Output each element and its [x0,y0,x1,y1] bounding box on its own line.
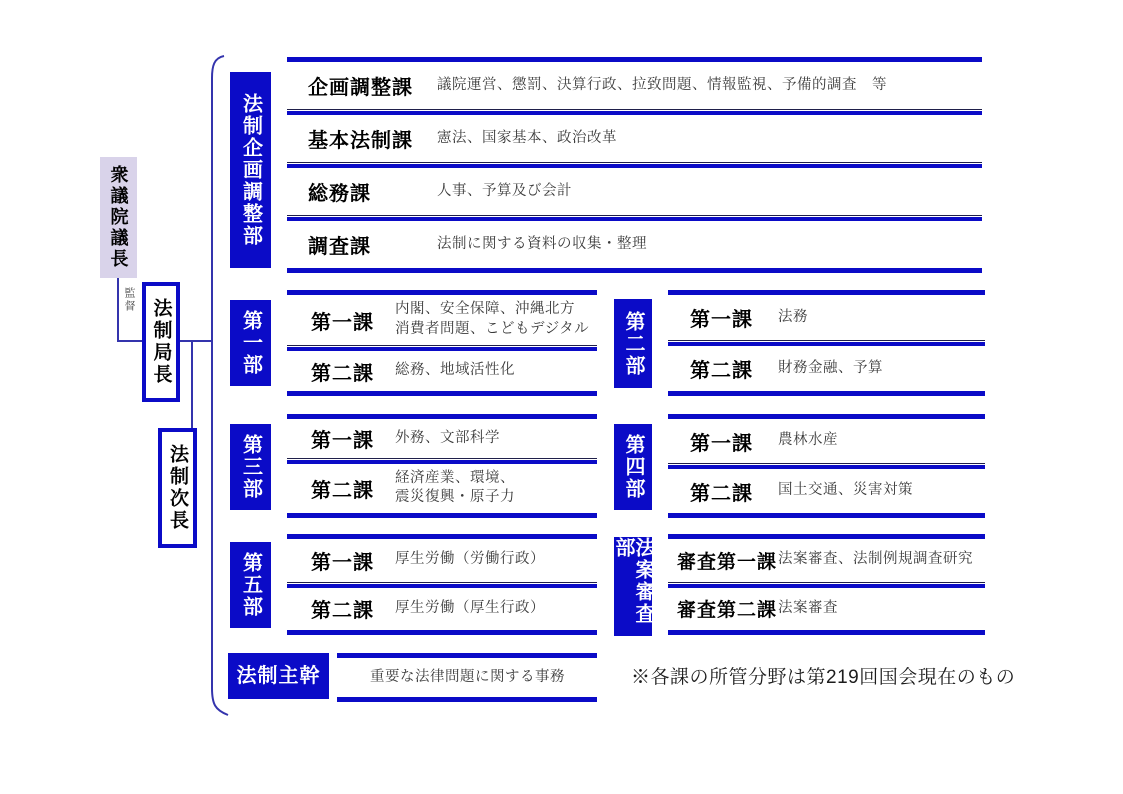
dept-box-fifth [230,542,271,628]
dept-label: 第一部 [239,310,262,376]
course-desc: 重要な法律問題に関する事務 [370,668,565,685]
course-row [668,588,985,631]
course-row [287,588,597,631]
course-row [287,539,597,582]
deputy-drop-line [191,340,193,428]
course-row [668,469,985,513]
dept-label: 法制企画調整部 [239,93,262,247]
speaker-label: 衆議院議長 [108,165,129,270]
course-label: 第二課 [311,479,374,502]
course-row [287,115,982,162]
dept-label: 第二部 [622,310,644,377]
course-row [287,221,982,268]
course-desc: 財務金融、予算 [778,359,883,376]
course-desc [395,300,589,339]
course-label: 調査課 [308,236,371,258]
course-label: 審査第二課 [677,600,778,622]
speaker-drop-line [117,277,119,341]
speaker-box [100,157,137,278]
dept-label: 法案審査部 [612,537,654,625]
course-desc: 法案審査、法制例規調査研究 [778,551,973,568]
panel-second-dept [668,290,985,396]
course-desc: 法案審査 [778,599,838,616]
course-row [668,419,985,463]
course-desc: 法制に関する資料の収集・整理 [437,235,647,252]
footnote: ※各課の所管分野は第219回国会現在のもの [631,667,1016,688]
panel-planning-coordination [287,57,982,273]
course-desc [395,469,515,508]
dept-box-planning-coordination [230,72,271,268]
course-desc-line2: 震災復興・原子力 [395,489,515,506]
course-row [668,539,985,582]
course-label: 第一課 [311,551,374,574]
panel-fourth-dept [668,414,985,518]
dept-box-bill-examination [614,537,652,636]
course-desc: 外務、文部科学 [395,429,500,446]
course-desc-line1: 内閣、安全保障、沖縄北方 [395,301,575,318]
dept-box-first [230,300,271,386]
panel-chief-legislative-officer [337,653,597,702]
dept-box-fourth [614,424,652,510]
course-row [287,419,597,458]
course-label: 基本法制課 [308,130,413,152]
course-label: 第一課 [311,311,374,334]
course-row [668,346,985,391]
course-row [287,464,597,513]
course-desc: 議院運営、懲罰、決算行政、拉致問題、情報監視、予備的調査 等 [437,76,887,93]
course-label: 第一課 [690,309,753,331]
panel-bill-examination [668,534,985,635]
course-label: 第二課 [690,482,753,505]
course-label: 第二課 [311,362,374,385]
deputy-director-general-label: 法制次長 [167,444,188,532]
course-desc: 厚生労働（厚生行政） [395,599,545,616]
course-row [668,295,985,340]
panel-fifth-dept [287,534,597,635]
course-desc: 総務、地域活性化 [395,362,515,379]
supervision-label: 監督 [123,287,135,313]
dept-label: 第五部 [239,552,262,618]
course-label: 総務課 [308,183,371,205]
course-desc: 法務 [778,308,808,325]
course-row [287,295,597,345]
course-label: 第一課 [690,432,753,455]
course-desc: 農林水産 [778,432,838,449]
course-desc: 憲法、国家基本、政治改革 [437,129,617,146]
course-desc: 厚生労働（労働行政） [395,551,545,568]
course-desc: 人事、予算及び会計 [437,182,572,199]
course-desc: 国土交通、災害対策 [778,482,913,499]
course-desc-line2: 消費者問題、こどもデジタル [395,321,590,338]
course-row [287,62,982,109]
dept-label: 法制主幹 [236,665,321,687]
course-row [287,351,597,391]
dept-label: 第三部 [239,434,262,500]
course-label: 審査第一課 [677,551,778,573]
dept-label: 第四部 [622,434,644,500]
director-general-box [142,282,180,402]
dept-box-chief-legislative-officer [228,653,329,699]
course-label: 企画調整課 [308,77,413,99]
course-desc-line1: 経済産業、環境、 [395,469,515,486]
panel-third-dept [287,414,597,518]
course-label: 第一課 [311,429,374,452]
deputy-director-general-box [158,428,197,548]
dept-box-third [230,424,271,510]
course-row [287,168,982,215]
course-label: 第二課 [690,360,753,382]
panel-first-dept [287,290,597,396]
director-general-label: 法制局長 [150,298,172,386]
course-label: 第二課 [311,600,374,623]
course-row [337,658,597,697]
dept-box-second [614,299,652,388]
